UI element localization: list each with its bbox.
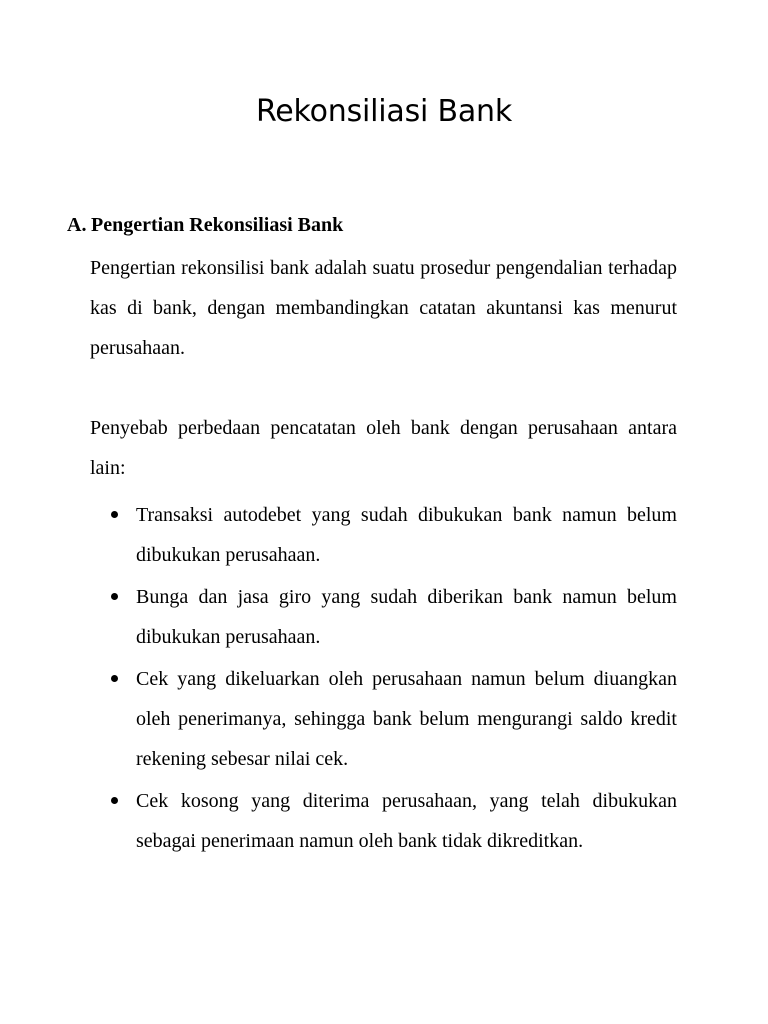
list-item-text: Cek yang dikeluarkan oleh perusahaan namun belum diuangkan oleh penerimanya, sehingga bank belum mengurangi saldo kredit rekening sebesar nilai cek. bbox=[136, 668, 677, 770]
list-item-text: Transaksi autodebet yang sudah dibukukan bank namun belum dibukukan perusahaan. bbox=[136, 504, 677, 566]
list-item-text: Bunga dan jasa giro yang sudah diberikan bank namun belum dibukukan perusahaan. bbox=[136, 586, 677, 648]
list-item bbox=[90, 577, 677, 657]
list-item-text: Cek kosong yang diterima perusahaan, yang telah dibukukan sebagai penerimaan namun oleh bank tidak dikreditkan. bbox=[136, 790, 677, 852]
causes-intro-paragraph: Penyebab perbedaan pencatatan oleh bank dengan perusahaan antara lain: bbox=[90, 417, 677, 479]
section-heading bbox=[67, 214, 343, 237]
causes-list bbox=[90, 495, 677, 863]
section-heading-text: Pengertian Rekonsiliasi Bank bbox=[91, 214, 344, 236]
section-marker: A. bbox=[67, 214, 87, 236]
list-item bbox=[90, 495, 677, 575]
list-item bbox=[90, 781, 677, 861]
bullet-icon bbox=[111, 593, 118, 600]
bullet-icon bbox=[111, 675, 118, 682]
bullet-icon bbox=[111, 797, 118, 804]
document-title: Rekonsiliasi Bank bbox=[255, 94, 513, 129]
bullet-icon bbox=[111, 511, 118, 518]
list-item bbox=[90, 659, 677, 779]
definition-paragraph: Pengertian rekonsilisi bank adalah suatu prosedur pengendalian terhadap kas di bank, dengan membandingkan catatan akuntansi kas menurut perusahaan. bbox=[90, 257, 677, 359]
